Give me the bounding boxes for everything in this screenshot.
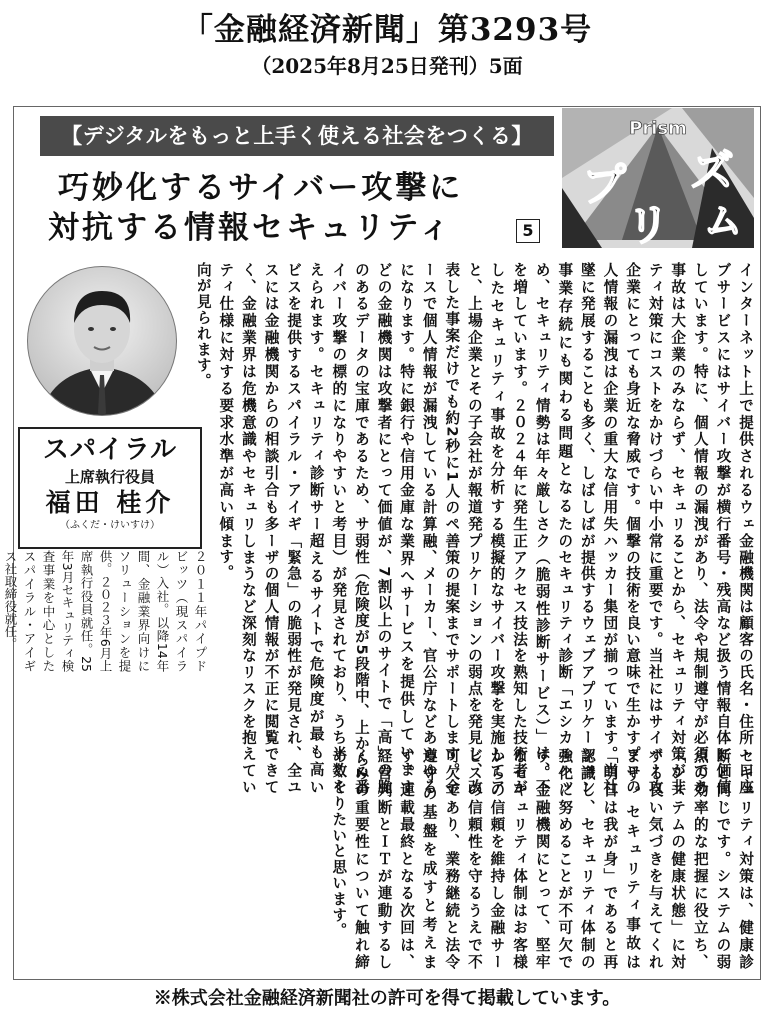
masthead [0,10,774,80]
article-tier-1: インターネット上で提供されるウェブサービスにはサイバー攻撃が横行しています。特に、個人情報の漏洩事故は大企業のみならず、セキュリティ対策にコストをかけづらい中小企業にとっても身近な脅威です。個人情報の漏洩は企業の重大な信用失墜に発展することも多く、しばしば事業存続にも関わる問題となるため、セキュリティ情勢は年々厳しさを増しています。２０２４年に発生したセキュリティ事故を分析すると、上場企業とその子会社が報道発表した事案だけでも約2秒に1人のペースで個人情報が漏洩している計算になります。特に銀行や信用金庫などの金融機関は攻撃者にとって価値のあるデータの宝庫であるため、サイバー攻撃の標的になりやすいと考えられます。セキュリティ診断サービスを提供するスパイラル・アイギスには金融機関からの相談引合も多く、金融業界は危機意識やセキュリティ仕様に対する要求水準が高い傾向が見られます。 [194,262,754,532]
author-name-box [18,427,202,549]
series-banner: 【デジタルをもっと上手く使える社会をつくる】 [40,116,554,156]
article-tier-2: 金融機関は顧客の氏名・住所・口座番号・残高など扱う情報自体に価値があり、法令や規制遵守が必須であることから、セキュリティ対策が非常に重要です。当社にはサイバー攻撃の技術を良い意味で生かすプロのハッカー集団が揃っています。当社が提供するウェブアプリケーションのセキュリティ診断「エシカルハック（脆弱性診断サービス）」は、不正アクセス技法を熟知した技術者が模擬的なサイバー攻撃を実施してアプリケーションの弱点を発見し、改善策の提案までサポートします。金融、メーカー、官公庁などあらゆる業界へサービスを提供していますが、7割以上のサイトで「高」の脆弱性（危険度が5段階中、上から2番目）が発見されており、うち半数を超えるサイトで危険度が最も高い「緊急」の脆弱性が発見され、全ユーザの個人情報が不正に閲覧できてしまうなど深刻なリスクを抱えています。 [217,533,754,795]
prism-logo-graphic [562,108,754,251]
author-company: スパイラル [42,435,178,465]
prism-char-mu: ム [704,199,743,243]
author-name-reading: （ふくだ・けいすけ） [60,520,160,531]
prism-logo [562,108,754,251]
headline-line-2: 対抗する情報セキュリティ [48,210,453,246]
author-role: 上席執行役員 [64,468,155,486]
prism-small-text: Prism [629,118,687,139]
headline [48,168,464,248]
series-number-badge: 5 [516,219,540,243]
author-name: 福田 桂介 [45,488,175,517]
author-photo [20,263,185,418]
article-tier-3: セキュリティ対策は、健康診断と同じです。システムの弱点の効率的な把握に役立ち、「システムの健康状態」に対する良い気づきを与えてくれます。セキュリティ事故は「明日は我が身」であると再認識し、セキュリティ体制の強化に努めることが不可欠です。金融機関にとって、堅牢なセキュリティ体制はお客様からの信頼を維持し金融サービスの信頼性を守るうえで不可欠であり、業務継続と法令遵守の基盤を成すと考えます。連載最終となる次回は、経営判断とＩＴが連動するしくみの重要性について触れ締めくくりたいと思います。 [330,748,754,970]
issue-date: （2025年8月25日発刊）5面 [251,54,523,78]
permission-note: ※株式会社金融経済新聞社の許可を得て掲載しています。 [153,988,621,1009]
prism-char-ri: リ [626,200,670,251]
headline-line-1: 巧妙化するサイバー攻撃に [58,170,464,206]
prism-char-pu: プ [582,160,626,211]
prism-char-zu: ズ [690,146,734,197]
author-portrait [20,263,185,418]
author-bio: ２０１１年パイプドビッツ（現スパイラル）入社。以降14年間、金融業界向けにソリューションを提供。２０２３年6月上席執行役員就任。25年3月セキュリティ検査事業を中心としたスパイラル・アイギス社取締役就任。 [3,550,208,672]
newspaper-title: 「金融経済新聞」第3293号 [181,12,593,48]
